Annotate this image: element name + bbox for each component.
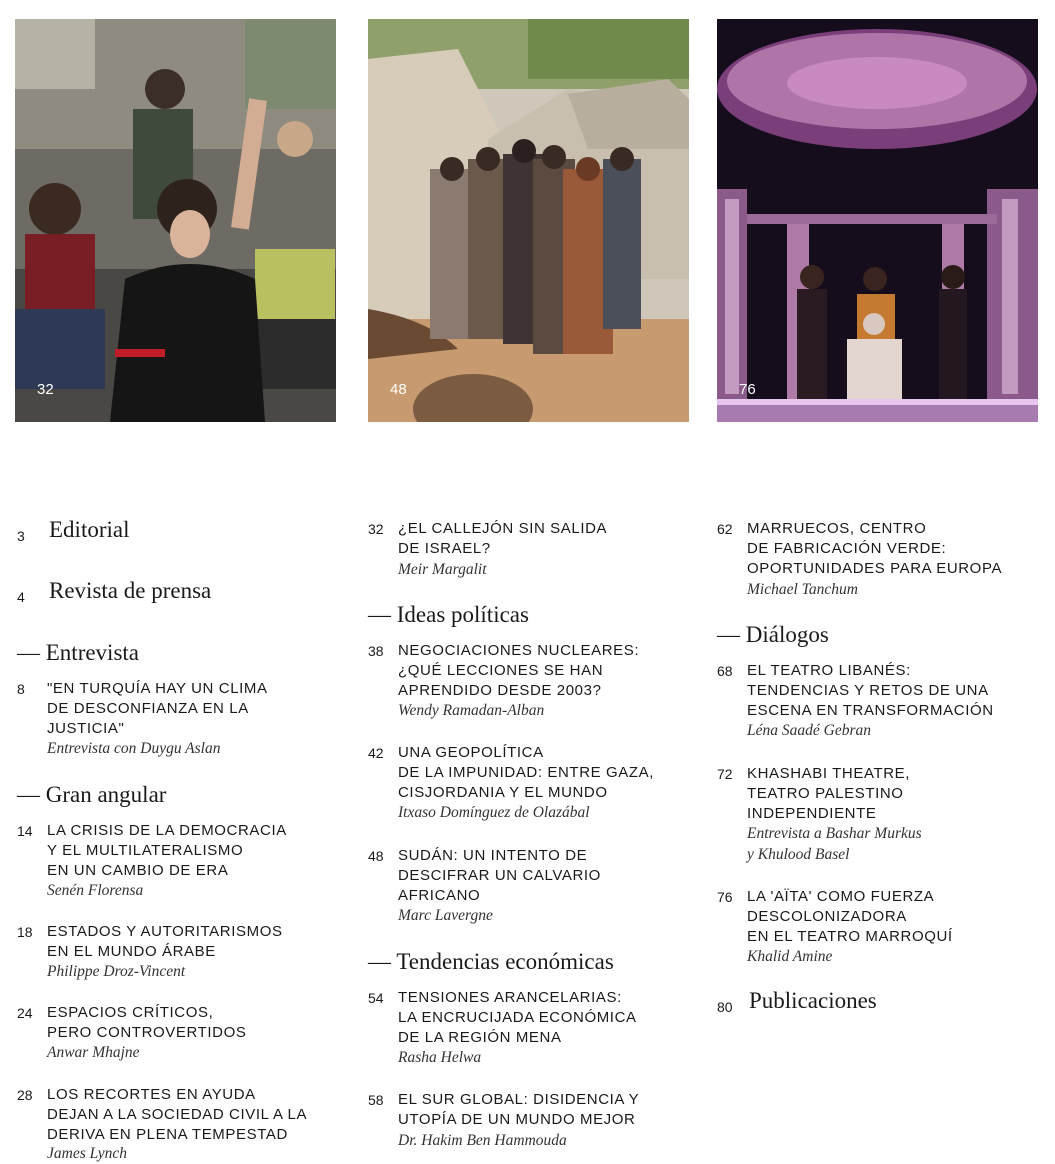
entry-author: Léna Saadé Gebran <box>747 722 871 739</box>
toc-revista-prensa[interactable]: Revista de prensa <box>49 578 212 603</box>
entry-number: 72 <box>717 766 733 782</box>
camp-image <box>368 19 689 422</box>
entry-author: Meir Margalit <box>398 561 487 578</box>
toc-editorial[interactable]: Editorial <box>49 517 130 542</box>
section-heading-ideas-politicas: — Ideas políticas <box>368 602 529 627</box>
entry-number: 68 <box>717 663 733 679</box>
entry-author: Entrevista a Bashar Murkus y Khulood Basel <box>747 825 922 863</box>
entry-author: Marc Lavergne <box>398 907 493 924</box>
entry-author: Wendy Ramadan-Alban <box>398 702 545 719</box>
entry-number: 62 <box>717 521 733 537</box>
entry-number: 14 <box>17 823 33 839</box>
entry-title[interactable]: EL TEATRO LIBANÉS: TENDENCIAS Y RETOS DE UNA ESCENA EN TRANSFORMACIÓN <box>747 662 994 719</box>
entry-title[interactable]: ESTADOS Y AUTORITARISMOS EN EL MUNDO ÁRABE <box>47 923 283 960</box>
entry-title[interactable]: NEGOCIACIONES NUCLEARES: ¿QUÉ LECCIONES SE HAN APRENDIDO DESDE 2003? <box>398 642 640 699</box>
section-heading-dialogos: — Diálogos <box>717 622 829 647</box>
entry-author: Khalid Amine <box>747 948 833 965</box>
entry-author: Entrevista con Duygu Aslan <box>47 740 221 757</box>
entry-author: Anwar Mhajne <box>47 1044 140 1061</box>
entry-number: 3 <box>17 528 25 544</box>
entry-title[interactable]: LA 'AÏTA' COMO FUERZA DESCOLONIZADORA EN EL TEATRO MARROQUÍ <box>747 888 953 945</box>
entry-number: 80 <box>717 999 733 1015</box>
entry-title[interactable]: LOS RECORTES EN AYUDA DEJAN A LA SOCIEDAD CIVIL A LA DERIVA EN PLENA TEMPESTAD <box>47 1086 308 1143</box>
entry-number: 24 <box>17 1005 33 1021</box>
entry-number: 32 <box>368 521 384 537</box>
entry-title[interactable]: MARRUECOS, CENTRO DE FABRICACIÓN VERDE: OPORTUNIDADES PARA EUROPA <box>747 520 1003 577</box>
entry-title[interactable]: TENSIONES ARANCELARIAS: LA ENCRUCIJADA ECONÓMICA DE LA REGIÓN MENA <box>398 989 637 1046</box>
entry-author: Michael Tanchum <box>747 581 858 598</box>
entry-title[interactable]: UNA GEOPOLÍTICA DE LA IMPUNIDAD: ENTRE GAZA, CISJORDANIA Y EL MUNDO <box>398 744 655 801</box>
entry-number: 38 <box>368 643 384 659</box>
entry-author: Rasha Helwa <box>398 1049 482 1066</box>
photo-camp <box>368 19 689 422</box>
photo-page-number: 76 <box>739 381 756 398</box>
section-heading-gran-angular: — Gran angular <box>17 782 167 807</box>
section-heading-entrevista: — Entrevista <box>17 640 139 665</box>
protest-image <box>15 19 336 422</box>
entry-number: 48 <box>368 848 384 864</box>
entry-author: Itxaso Domínguez de Olazábal <box>398 804 590 821</box>
photo-page-number: 32 <box>37 381 54 398</box>
photo-theatre <box>717 19 1038 422</box>
entry-title[interactable]: "EN TURQUÍA HAY UN CLIMA DE DESCONFIANZA EN LA JUSTICIA" <box>47 680 268 737</box>
entry-number: 54 <box>368 990 384 1006</box>
section-heading-tendencias-economicas: — Tendencias económicas <box>368 949 614 974</box>
entry-title[interactable]: LA CRISIS DE LA DEMOCRACIA Y EL MULTILATERALISMO EN UN CAMBIO DE ERA <box>47 822 287 879</box>
entry-number: 8 <box>17 681 25 697</box>
entry-number: 4 <box>17 589 25 605</box>
entry-title[interactable]: KHASHABI THEATRE, TEATRO PALESTINO INDEPENDIENTE <box>747 765 911 822</box>
entry-title[interactable]: EL SUR GLOBAL: DISIDENCIA Y UTOPÍA DE UN MUNDO MEJOR <box>398 1091 640 1128</box>
toc-publicaciones[interactable]: Publicaciones <box>749 988 877 1013</box>
photo-page-number: 48 <box>390 381 407 398</box>
entry-number: 58 <box>368 1092 384 1108</box>
theatre-image <box>717 19 1038 422</box>
photo-protest <box>15 19 336 422</box>
entry-number: 76 <box>717 889 733 905</box>
entry-author: James Lynch <box>47 1145 128 1162</box>
entry-title[interactable]: ¿EL CALLEJÓN SIN SALIDA DE ISRAEL? <box>398 520 608 557</box>
entry-number: 18 <box>17 924 33 940</box>
entry-author: Philippe Droz-Vincent <box>47 963 186 980</box>
entry-number: 42 <box>368 745 384 761</box>
entry-title[interactable]: SUDÁN: UN INTENTO DE DESCIFRAR UN CALVARIO AFRICANO <box>398 847 601 904</box>
entry-title[interactable]: ESPACIOS CRÍTICOS, PERO CONTROVERTIDOS <box>47 1004 247 1041</box>
entry-author: Dr. Hakim Ben Hammouda <box>398 1132 567 1149</box>
entry-number: 28 <box>17 1087 33 1103</box>
entry-author: Senén Florensa <box>47 882 144 899</box>
